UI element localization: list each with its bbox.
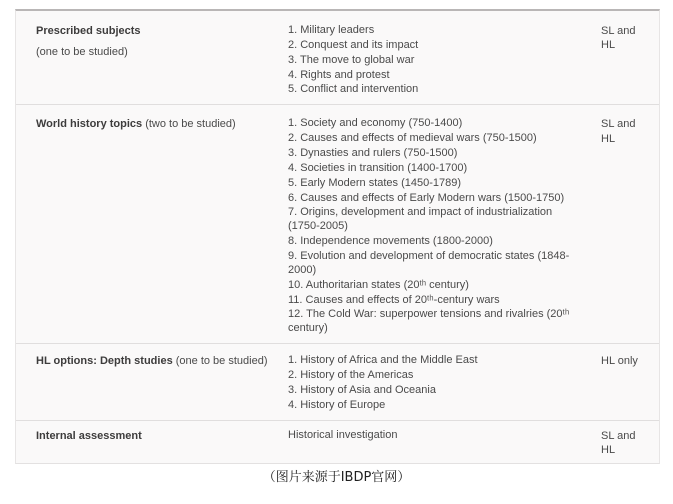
list-item: 5. Early Modern states (1450-1789) [288,176,462,189]
level-cell: SL and HL [601,25,636,52]
component-note: (one to be studied) [36,45,128,58]
component-title: Internal assessment [36,429,142,442]
image-source-caption: （图片来源于IBDP官网） [262,470,411,485]
list-item: 5. Conflict and intervention [288,83,419,96]
list-item: 6. Causes and effects of Early Modern wars (1500-1750) [288,191,565,204]
component-title: Prescribed subjects [36,25,141,37]
component-note: (one to be studied) [175,355,268,368]
syllabus-component-cell [36,24,288,98]
list-item: 4. Societies in transition (1400-1700) [288,161,468,174]
list-item: 2. History of the Americas [288,369,414,382]
topics-list [288,24,598,98]
table-row-world-history-topics [16,105,659,344]
list-item: 4. Rights and protest [288,68,390,81]
level-cell: SL and HL [601,118,636,145]
syllabus-component-cell [36,117,288,337]
component-note: (two to be studied) [145,118,236,131]
syllabus-component-cell [36,354,288,413]
list-item: 12. The Cold War: superpower tensions and rivalries (20ᵗʰ century) [288,308,570,335]
ib-history-syllabus-table [15,9,660,464]
list-item: 9. Evolution and development of democratic states (1848-2000) [288,250,570,276]
component-title: HL options: Depth studies [36,355,173,368]
component-title: World history topics [36,118,143,131]
list-item: 2. Causes and effects of medieval wars (750-1500) [288,132,537,145]
list-item: 4. History of Europe [288,398,386,411]
topics-list [288,354,598,413]
level-cell: SL and HL [601,429,636,456]
list-item: 1. Military leaders [288,24,375,36]
table-row-internal-assessment [16,421,659,464]
list-item: 1. History of Africa and the Middle East [288,354,478,367]
list-item: 3. The move to global war [288,53,415,66]
list-item: 11. Causes and effects of 20ᵗʰ-century wars [288,293,500,306]
list-item: Historical investigation [288,428,398,441]
table-row-prescribed-subjects [16,11,659,105]
syllabus-component-cell [36,429,288,458]
topics-list [288,117,598,337]
list-item: 3. Dynasties and rulers (750-1500) [288,147,458,160]
list-item: 1. Society and economy (750-1400) [288,117,463,130]
list-item: 2. Conquest and its impact [288,38,419,51]
list-item: 3. History of Asia and Oceania [288,383,436,396]
list-item: 7. Origins, development and impact of industrialization (1750-2005) [288,206,553,233]
table-row-hl-options-depth-studies [16,344,659,420]
list-item: 8. Independence movements (1800-2000) [288,235,493,248]
level-cell: HL only [601,355,638,368]
list-item: 10. Authoritarian states (20ᵗʰ century) [288,278,469,291]
topics-list [288,429,598,458]
